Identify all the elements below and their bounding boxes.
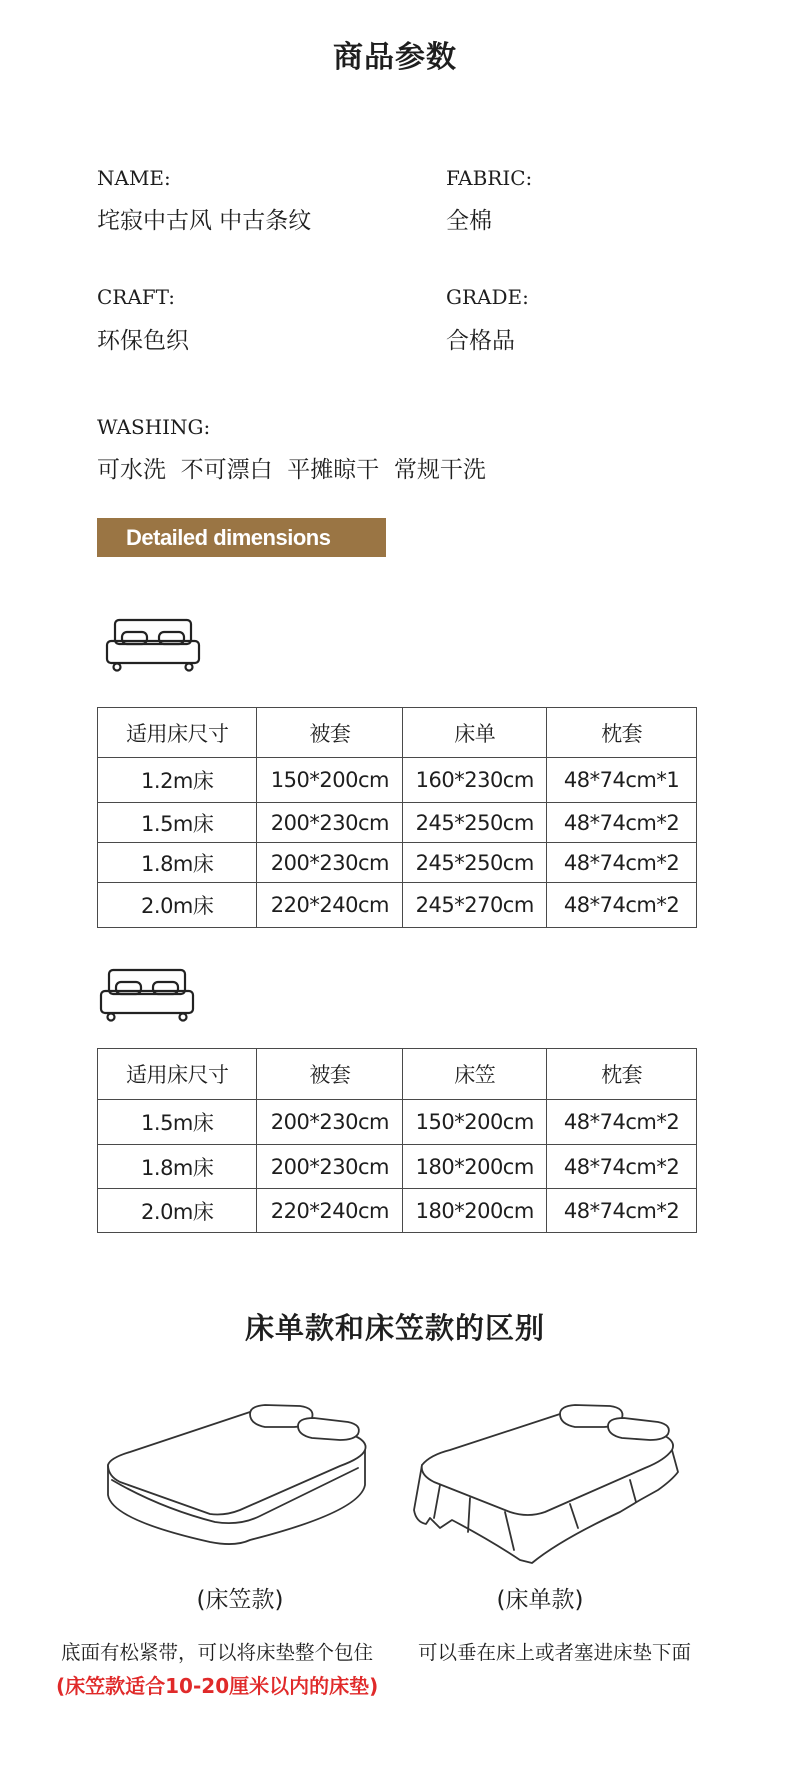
washing-value: 可水洗 不可漂白 平摊晾干 常规干洗 [97,457,486,483]
table-header-row [98,708,697,758]
table-cell: 48*74cm*2 [547,883,697,928]
difference-title: 床单款和床笠款的区别 [244,1311,545,1345]
table-cell: 220*240cm [257,883,403,928]
table-row [98,1145,697,1189]
grade-label: GRADE: [446,285,529,309]
table-row [98,883,697,928]
fitted-warning: (床笠款适合10-20厘米以内的床垫) [56,1674,379,1698]
header-cell: 被套 [257,708,403,758]
dimensions-table-fitted [97,1048,697,1233]
table-cell: 48*74cm*2 [547,1145,697,1189]
craft-label: CRAFT: [97,285,176,309]
table-cell: 48*74cm*2 [547,843,697,883]
table-header-row [98,1049,697,1100]
fabric-value: 全棉 [446,208,492,234]
table-cell: 245*250cm [403,803,547,843]
header-cell: 床笠 [403,1049,547,1100]
table-cell: 48*74cm*1 [547,758,697,803]
table-cell: 150*200cm [403,1100,547,1145]
flat-sheet-illustration [410,1400,690,1570]
header-cell: 被套 [257,1049,403,1100]
table-row [98,1100,697,1145]
flat-note: 可以垂在床上或者塞进床垫下面 [418,1641,692,1664]
fitted-note: 底面有松紧带，可以将床垫整个包住 [61,1641,374,1664]
table-cell: 48*74cm*2 [547,1100,697,1145]
header-cell: 适用床尺寸 [98,1049,257,1100]
table-cell: 160*230cm [403,758,547,803]
table-cell: 245*250cm [403,843,547,883]
header-cell: 枕套 [547,1049,697,1100]
table-cell: 220*240cm [257,1189,403,1233]
table-row [98,843,697,883]
table-cell: 180*200cm [403,1145,547,1189]
table-cell: 245*270cm [403,883,547,928]
page-title: 商品参数 [333,40,457,75]
table-cell: 2.0m床 [98,1189,257,1233]
fitted-caption: (床笠款) [196,1587,284,1613]
name-label: NAME: [97,166,171,190]
bed-icon [105,617,201,673]
table-cell: 1.8m床 [98,843,257,883]
table-cell: 2.0m床 [98,883,257,928]
table-cell: 200*230cm [257,803,403,843]
dimensions-banner: Detailed dimensions [97,518,386,557]
header-cell: 适用床尺寸 [98,708,257,758]
table-cell: 48*74cm*2 [547,803,697,843]
flat-caption: (床单款) [496,1587,584,1613]
table-cell: 1.2m床 [98,758,257,803]
grade-value: 合格品 [446,328,515,354]
table-cell: 200*230cm [257,843,403,883]
table-cell: 1.5m床 [98,1100,257,1145]
table-row [98,803,697,843]
table-cell: 1.8m床 [98,1145,257,1189]
name-value: 垞寂中古风 中古条纹 [97,208,312,234]
craft-value: 环保色织 [97,328,189,354]
table-cell: 200*230cm [257,1145,403,1189]
washing-label: WASHING: [97,415,211,439]
table-cell: 150*200cm [257,758,403,803]
table-cell: 200*230cm [257,1100,403,1145]
header-cell: 枕套 [547,708,697,758]
table-row [98,758,697,803]
fabric-label: FABRIC: [446,166,533,190]
fitted-sheet-illustration [100,1400,380,1560]
dimensions-table-flat [97,707,697,928]
table-cell: 180*200cm [403,1189,547,1233]
table-row [98,1189,697,1233]
table-cell: 48*74cm*2 [547,1189,697,1233]
table-cell: 1.5m床 [98,803,257,843]
header-cell: 床单 [403,708,547,758]
bed-icon [99,967,195,1023]
